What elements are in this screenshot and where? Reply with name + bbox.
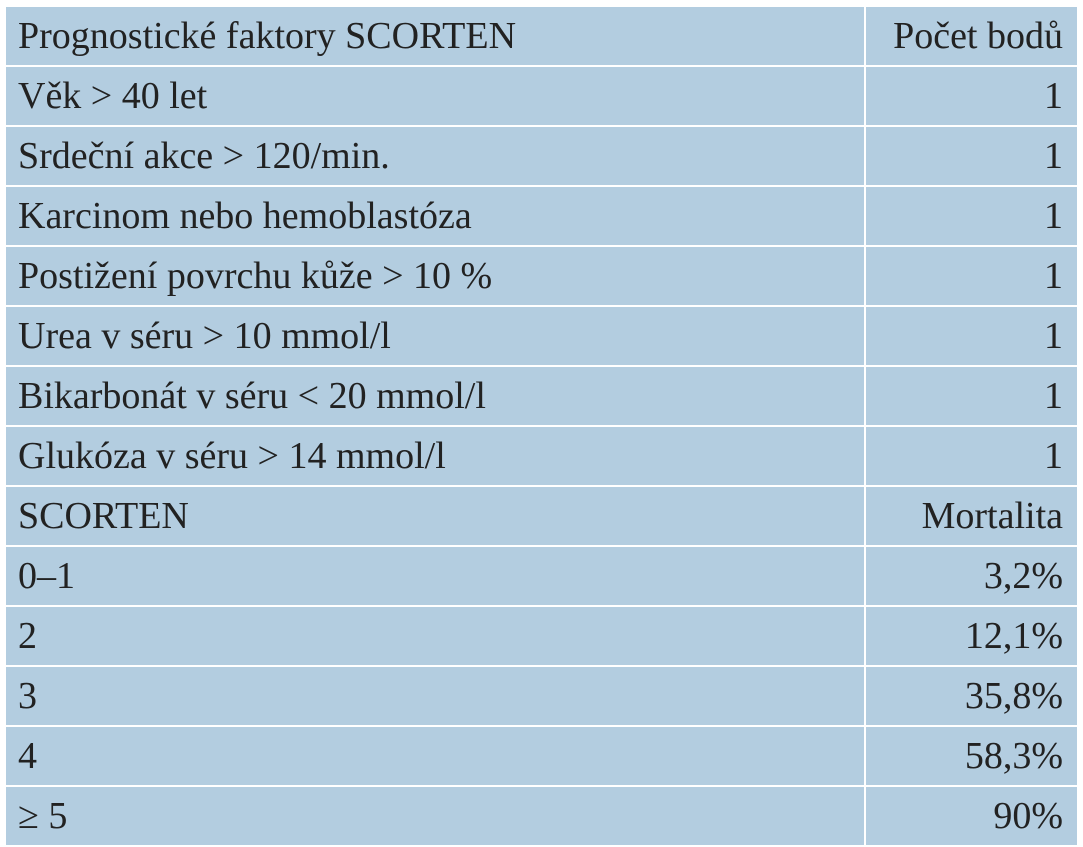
table-row bbox=[6, 66, 1077, 126]
table-row bbox=[6, 126, 1077, 186]
factor-points: 1 bbox=[865, 366, 1077, 426]
factor-label: Bikarbonát v séru < 20 mmol/l bbox=[6, 366, 865, 426]
table-row bbox=[6, 546, 1077, 606]
table-row bbox=[6, 426, 1077, 486]
score-value: ≥ 5 bbox=[6, 786, 865, 846]
factor-label: Urea v séru > 10 mmol/l bbox=[6, 306, 865, 366]
factor-label: Karcinom nebo hemoblastóza bbox=[6, 186, 865, 246]
factor-points: 1 bbox=[865, 126, 1077, 186]
table-row bbox=[6, 186, 1077, 246]
table-row bbox=[6, 666, 1077, 726]
factor-points: 1 bbox=[865, 246, 1077, 306]
points-header: Počet bodů bbox=[865, 6, 1077, 66]
score-value: 4 bbox=[6, 726, 865, 786]
table-header-row bbox=[6, 6, 1077, 66]
table-row bbox=[6, 726, 1077, 786]
table-row bbox=[6, 306, 1077, 366]
factor-points: 1 bbox=[865, 66, 1077, 126]
mortality-value: 90% bbox=[865, 786, 1077, 846]
factor-points: 1 bbox=[865, 426, 1077, 486]
mortality-header: Mortalita bbox=[865, 486, 1077, 546]
table-row bbox=[6, 246, 1077, 306]
factor-points: 1 bbox=[865, 186, 1077, 246]
mortality-value: 12,1% bbox=[865, 606, 1077, 666]
mortality-value: 3,2% bbox=[865, 546, 1077, 606]
scorten-table bbox=[6, 5, 1077, 847]
factor-points: 1 bbox=[865, 306, 1077, 366]
mortality-value: 58,3% bbox=[865, 726, 1077, 786]
score-header: SCORTEN bbox=[6, 486, 865, 546]
score-value: 3 bbox=[6, 666, 865, 726]
table-row bbox=[6, 606, 1077, 666]
factor-label: Srdeční akce > 120/min. bbox=[6, 126, 865, 186]
table-row bbox=[6, 366, 1077, 426]
score-value: 0–1 bbox=[6, 546, 865, 606]
score-value: 2 bbox=[6, 606, 865, 666]
factor-label: Věk > 40 let bbox=[6, 66, 865, 126]
mortality-value: 35,8% bbox=[865, 666, 1077, 726]
factor-label: Glukóza v séru > 14 mmol/l bbox=[6, 426, 865, 486]
table-row bbox=[6, 786, 1077, 846]
mortality-header-row bbox=[6, 486, 1077, 546]
factor-header: Prognostické faktory SCORTEN bbox=[6, 6, 865, 66]
factor-label: Postižení povrchu kůže > 10 % bbox=[6, 246, 865, 306]
